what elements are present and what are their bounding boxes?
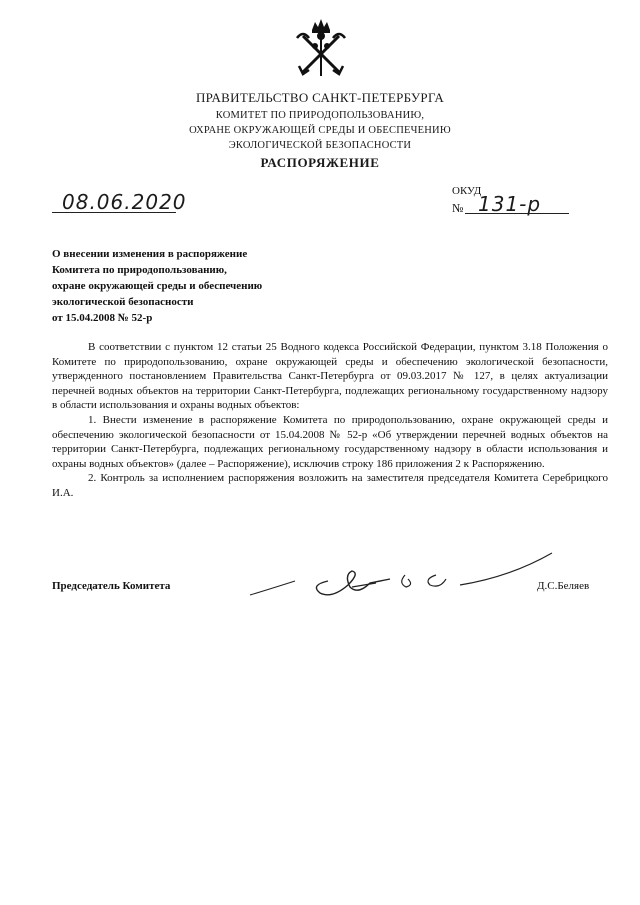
document-type: РАСПОРЯЖЕНИЕ — [260, 155, 380, 170]
signatory-name: Д.С.Беляев — [537, 580, 590, 592]
document-date: 08.06.2020 — [62, 190, 187, 214]
document-number: 131-р — [478, 192, 542, 216]
date-underline — [52, 212, 176, 213]
okud-label: ОКУД — [452, 185, 482, 197]
body-paragraph: 2. Контроль за исполнением распоряжения возложить на заместителя председателя Комитета Серебрицкого И.А. — [52, 472, 608, 499]
document-body — [52, 340, 608, 501]
subject-line: экологической безопасности — [52, 296, 194, 308]
handwritten-signature — [240, 545, 560, 605]
body-paragraph: В соответствии с пунктом 12 статьи 25 Водного кодекса Российской Федерации, пунктом 3.18 Положения о Комитете по природопользованию, охране окружающей среды и обеспечению экологической безопасности, утвержденного постановлением Правительства Санкт-Петербурга от 09.03.2017 № 127, в целях актуализации перечней водных объектов на территории Санкт-Петербурга, подлежащих региональному государственному надзору в области использования и охраны водных объектов: — [52, 341, 608, 412]
number-label: № — [452, 201, 464, 215]
subject-line: охране окружающей среды и обеспечению — [52, 280, 263, 292]
subject-line: от 15.04.2008 № 52-р — [52, 312, 153, 324]
number-underline — [465, 213, 569, 214]
committee-line: ЭКОЛОГИЧЕСКОЙ БЕЗОПАСНОСТИ — [228, 140, 412, 151]
document-subject — [52, 246, 352, 326]
committee-name — [0, 108, 640, 153]
committee-line: КОМИТЕТ ПО ПРИРОДОПОЛЬЗОВАНИЮ, — [215, 110, 425, 121]
government-title: ПРАВИТЕЛЬСТВО САНКТ-ПЕТЕРБУРГА — [195, 90, 445, 105]
signatory-title: Председатель Комитета — [52, 580, 171, 592]
spb-coat-of-arms-icon — [293, 16, 349, 80]
subject-line: Комитета по природопользованию, — [52, 264, 227, 276]
committee-line: ОХРАНЕ ОКРУЖАЮЩЕЙ СРЕДЫ И ОБЕСПЕЧЕНИЮ — [189, 125, 451, 136]
subject-line: О внесении изменения в распоряжение — [52, 248, 248, 260]
body-paragraph: 1. Внести изменение в распоряжение Комитета по природопользованию, охране окружающей среды и обеспечению экологической безопасности от 15.04.2008 № 52-р «Об утверждении перечней водных объектов на территории Санкт-Петербурга, подлежащих региональному государственному надзору в области использования и охраны водных объектов» (далее – Распоряжение), исключив строку 186 приложения 2 к Распоряжению. — [52, 413, 608, 470]
